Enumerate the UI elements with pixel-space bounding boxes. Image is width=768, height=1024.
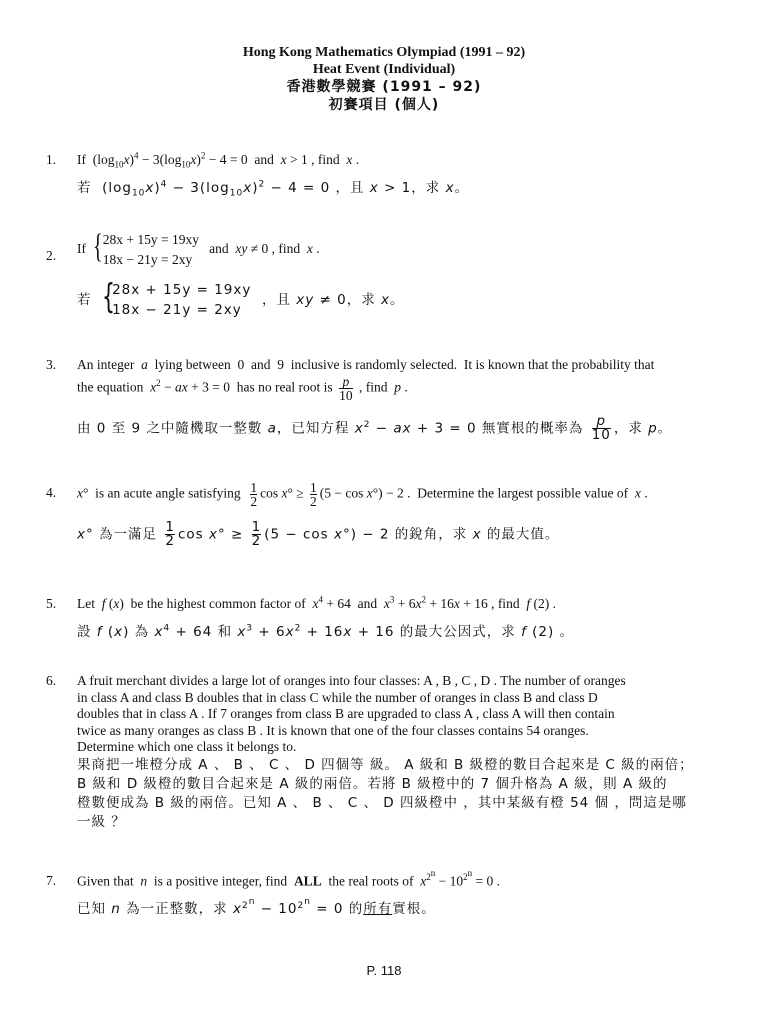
question-number: 6. bbox=[46, 673, 57, 688]
question-6-english: A fruit merchant divides a large lot of oranges into four classes: A , B , C , D . The number of oranges in class A and class B doubles that in class C while the number of oranges in class B and class D doubles that in class A . If 7 oranges from class B are upgraded to class A , class A will then contain twice as many oranges as class B . It is known that one of the four classes contains 54 oranges. Determine which one class it belongs to. bbox=[77, 673, 626, 754]
question-number: 3. bbox=[46, 357, 57, 372]
question-3-english-line1: An integer a lying between 0 and 9 inclusive is randomly selected. It is known that the probability that bbox=[77, 357, 655, 372]
question-5 bbox=[46, 596, 724, 640]
question-number: 7. bbox=[46, 873, 57, 888]
question-6-chinese: 果商把一堆橙分成 A 、 B 、 C 、 D 四個等 級。 A 級和 B 級橙的數目合起來是 C 級的兩倍； B 級和 D 級橙的數目合起來是 A 級的兩倍。若將 B 級橙中的 7 個升格為 A 級，則 A 級的 橙數便成為 B 級的兩倍。已知 A 、 B 、 C 、 D 四級橙中 ，其中某級有橙 54 個 ，問這是哪 一級 ？ bbox=[77, 756, 694, 830]
question-1-chinese: 若 $(\log_{10}x)^4 - 3(\log_{10}x)^2 - 4 = 0$ ，且 x > 1，求 x。 bbox=[77, 179, 470, 199]
question-5-chinese: 設 f (x) 為 $x^4 + 64$ 和 $x^3 + 6x^2 + 16x + 16$ 的最大公因式，求 f (2) 。 bbox=[77, 623, 575, 640]
question-3-chinese: 由 0 至 9 之中隨機取一整數 a，已知方程 $x^2$ − ax + 3 = 0 無實根的概率為 $\frac{p}{10}$ ，求 p。 bbox=[77, 413, 673, 443]
question-3-english-line2: the equation $x^2$ − ax + 3 = 0 has no real root is $\frac{p}{10}$ , find p . bbox=[77, 374, 408, 403]
question-number: 5. bbox=[46, 596, 57, 611]
subtitle-chinese: 初賽項目 (個人) bbox=[328, 97, 440, 113]
question-2-chinese: 若 { 28x + 15y = 19xy 18x − 21y = 2xy ，且 xy ≠ 0，求 x。 bbox=[77, 277, 405, 318]
question-6 bbox=[46, 673, 724, 833]
page-number: P. 118 bbox=[366, 963, 402, 978]
question-2 bbox=[46, 230, 724, 326]
title-chinese: 香港數學競賽 (1991 – 92) bbox=[286, 79, 482, 95]
equation-system: { 28x + 15y = 19xy 18x − 21y = 2xy bbox=[92, 228, 199, 267]
question-7-chinese: 已知 n 為一正整數，求 $x^{2^n} - 10^{2^n} = 0$ 的所有實根。 bbox=[77, 896, 436, 917]
question-4 bbox=[46, 480, 724, 555]
subtitle-english: Heat Event (Individual) bbox=[312, 62, 456, 77]
question-number: 2. bbox=[46, 248, 57, 263]
question-4-english: x° is an acute angle satisfying $\frac{1}{2}$ cos x° ≥ $\frac{1}{2}$ (5 − cos x°) − 2 . Determine the largest possible value of x . bbox=[77, 480, 648, 509]
question-number: 1. bbox=[46, 152, 57, 167]
question-4-chinese: x° 為一滿足 $\frac{1}{2}$ cos x° ≥ $\frac{1}{2}$ (5 − cos x°) − 2 的銳角，求 x 的最大值。 bbox=[77, 519, 560, 549]
question-number: 4. bbox=[46, 485, 57, 500]
title-english: Hong Kong Mathematics Olympiad (1991 – 92) bbox=[242, 45, 526, 60]
equation-system: { 28x + 15y = 19xy 18x − 21y = 2xy bbox=[102, 277, 252, 318]
question-1 bbox=[46, 152, 724, 202]
question-5-english: Let f (x) be the highest common factor of $x^4 + 64$ and $x^3 + 6x^2 + 16x + 16$ , find f (2) . bbox=[77, 594, 556, 611]
question-1-english: If $(\log_{10}x)^4 - 3(\log_{10}x)^2 - 4 = 0$ and x > 1 , find x . bbox=[77, 150, 360, 170]
question-3 bbox=[46, 357, 724, 447]
question-7-english: Given that n is a positive integer, find ALL the real roots of $x^{2^n} - 10^{2^n} = 0$ . bbox=[77, 868, 501, 889]
question-2-english: If { 28x + 15y = 19xy 18x − 21y = 2xy and xy ≠ 0 , find x . bbox=[77, 230, 320, 270]
question-7 bbox=[46, 868, 724, 917]
